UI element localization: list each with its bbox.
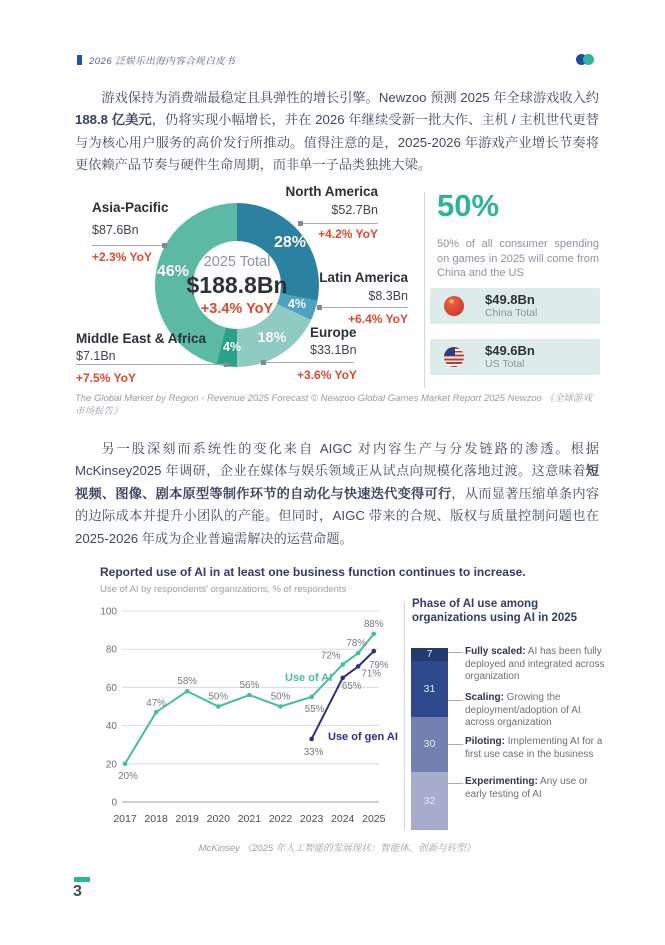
segment-pct-north-america: 28% xyxy=(273,234,307,251)
global-market-figure xyxy=(0,182,665,394)
svg-text:2019: 2019 xyxy=(175,813,199,825)
svg-text:72%: 72% xyxy=(320,650,341,662)
legend-fully-scaled xyxy=(465,646,607,684)
svg-text:Use of gen AI: Use of gen AI xyxy=(328,731,398,743)
svg-text:71%: 71% xyxy=(361,668,382,680)
segment-pct-latin-america: 4% xyxy=(287,297,307,311)
segment-pct-europe: 18% xyxy=(257,330,287,346)
legend-scaling xyxy=(465,692,607,730)
yoy-europe: +3.6% YoY xyxy=(297,368,357,382)
paragraph-games-growth xyxy=(75,87,599,177)
yoy-north-america: +4.2% YoY xyxy=(318,227,378,241)
svg-text:40: 40 xyxy=(105,721,117,733)
label-europe: Europe xyxy=(310,325,357,340)
figure2-caption: McKinsey 《2025 年人工智能的发展现状：智能体、创新与转型》 xyxy=(198,843,476,854)
china-label: China Total xyxy=(485,307,538,319)
label-north-america: North America xyxy=(285,184,378,199)
yoy-mea: +7.5% YoY xyxy=(76,371,136,385)
phase-segment: 30 xyxy=(411,717,448,772)
svg-text:2021: 2021 xyxy=(237,813,262,825)
paragraph-text: 游戏保持为消费端最稳定且具弹性的增长引擎。Newzoo 预测 2025 年全球游戏收入约 xyxy=(101,90,599,105)
svg-text:0: 0 xyxy=(111,797,117,809)
amount-north-america: $52.7Bn xyxy=(331,203,378,217)
label-asia-pacific: Asia-Pacific xyxy=(92,200,169,215)
svg-text:55%: 55% xyxy=(304,703,325,715)
chart-title: Reported use of AI in at least one business function continues to increase. xyxy=(100,565,526,579)
leader-line xyxy=(318,307,408,308)
svg-text:78%: 78% xyxy=(346,638,367,650)
china-total-card xyxy=(430,288,600,324)
side-text: 50% of all consumer spending on games in 2025 will come from China and the US xyxy=(437,238,599,279)
svg-text:Use of AI: Use of AI xyxy=(285,672,333,684)
svg-text:88%: 88% xyxy=(363,618,384,630)
legend-desc: Any use or early testing of AI xyxy=(465,776,588,800)
page-number-accent xyxy=(74,877,90,882)
ai-use-figure xyxy=(0,565,665,840)
svg-text:50%: 50% xyxy=(208,691,229,703)
svg-text:2024: 2024 xyxy=(331,813,355,825)
svg-text:2025: 2025 xyxy=(362,813,386,825)
figure1-caption: The Global Market by Region - Revenue 2025 Forecast © Newzoo Global Games Market Report 2025 Newzoo 《全球游戏市场报告》 xyxy=(75,393,593,417)
phase-segment: 32 xyxy=(411,772,448,830)
china-amount: $49.8Bn xyxy=(485,292,535,307)
page-number: 3 xyxy=(73,883,82,900)
svg-text:2017: 2017 xyxy=(113,813,137,825)
svg-text:65%: 65% xyxy=(341,680,362,692)
svg-text:2018: 2018 xyxy=(144,813,168,825)
svg-text:20: 20 xyxy=(105,759,117,771)
leader-line xyxy=(299,223,378,224)
leader-line xyxy=(262,362,354,363)
legend-desc: Implementing AI for a first use case in the business xyxy=(465,736,603,760)
donut-center-yoy: +3.4% YoY xyxy=(200,300,274,317)
leader-line xyxy=(76,364,228,365)
connector-line xyxy=(448,744,463,745)
donut-center-total: $188.8Bn xyxy=(186,271,288,298)
side-headline: 50% xyxy=(437,188,500,223)
svg-text:56%: 56% xyxy=(239,680,260,692)
line-chart xyxy=(95,600,415,835)
svg-text:58%: 58% xyxy=(177,676,198,688)
paragraph-text: ，从而显著压缩单条内容的边际成本并提升小团队的产能。但同时，AIGC 带来的合规、版权与质量控制问题也在 2025-2026 年成为企业普遍需解决的运营命题。 xyxy=(75,485,600,546)
svg-text:33%: 33% xyxy=(303,746,324,758)
brand-logo-icon xyxy=(576,54,594,65)
svg-text:2020: 2020 xyxy=(206,813,230,825)
svg-text:47%: 47% xyxy=(146,698,166,710)
paragraph-text: 另一股深刻而系统性的变化来自 AIGC 对内容生产与分发链路的渗透。根据 McKinsey2025 年调研，企业在媒体与娱乐领域正从试点向规模化落地过渡。这意味着 xyxy=(75,441,599,479)
paragraph-bold-text: 短视频、图像、剧本原型等制作环节的自动化与快速迭代变得可行 xyxy=(75,463,599,501)
svg-text:50%: 50% xyxy=(270,691,291,703)
svg-text:20%: 20% xyxy=(118,770,138,782)
paragraph-aigc xyxy=(75,438,599,550)
legend-term: Scaling: xyxy=(465,692,504,703)
amount-latin-america: $8.3Bn xyxy=(368,289,408,303)
svg-text:2022: 2022 xyxy=(268,813,293,825)
connector-line xyxy=(448,652,463,653)
china-flag-icon xyxy=(444,296,464,316)
legend-desc: Growing the deployment/adoption of AI across organization xyxy=(465,692,581,728)
vertical-divider xyxy=(424,192,425,388)
legend-piloting xyxy=(465,736,607,761)
us-total-card xyxy=(430,339,600,375)
phase-segment: 31 xyxy=(411,661,448,717)
amount-europe: $33.1Bn xyxy=(310,343,357,357)
legend-term: Fully scaled: xyxy=(465,646,526,657)
amount-mea: $7.1Bn xyxy=(76,349,116,363)
svg-text:60: 60 xyxy=(105,682,117,694)
paragraph-text: ，仍将实现小幅增长，并在 2026 年继续受新一批大作、主机 / 主机世代更替与为核心用户服务的高价发行所推动。值得注意的是，2025-2026 年游戏产业增长节奏将更依赖产品节奏与硬件生命周期，而非单一子品类独挑大梁。 xyxy=(75,112,599,173)
legend-experimenting xyxy=(465,776,607,801)
label-mea: Middle East & Africa xyxy=(76,331,207,346)
connector-line xyxy=(448,700,463,701)
svg-text:100: 100 xyxy=(100,606,117,618)
segment-pct-asia-pacific: 46% xyxy=(156,263,190,280)
phase-panel-title: Phase of AI use among organizations using AI in 2025 xyxy=(412,598,578,624)
phase-segment: 7 xyxy=(411,648,448,661)
amount-asia-pacific: $87.6Bn xyxy=(92,223,139,237)
yoy-asia-pacific: +2.3% YoY xyxy=(92,250,152,264)
vertical-divider xyxy=(404,602,405,830)
header-title: 2026 泛娱乐出海内容合规白皮书 xyxy=(89,56,236,67)
header-accent-bar xyxy=(77,55,82,65)
svg-text:80: 80 xyxy=(105,644,117,656)
legend-term: Experimenting: xyxy=(465,776,538,787)
us-amount: $49.6Bn xyxy=(485,343,535,358)
paragraph-bold-text: 188.8 亿美元 xyxy=(75,112,152,128)
chart-subtitle: Use of AI by respondents' organizations, % of respondents xyxy=(100,584,347,595)
svg-text:2023: 2023 xyxy=(299,813,324,825)
label-latin-america: Latin America xyxy=(319,270,408,285)
connector-line xyxy=(448,783,463,784)
donut-center-label: 2025 Total xyxy=(203,253,271,270)
svg-text:79%: 79% xyxy=(368,660,389,672)
legend-term: Piloting: xyxy=(465,736,505,747)
phase-bar xyxy=(411,648,448,830)
leader-line xyxy=(92,245,166,246)
segment-pct-mea: 4% xyxy=(222,340,242,354)
legend-desc: AI has been fully deployed and integrated across organization xyxy=(465,646,605,682)
yoy-latin-america: +6.4% YoY xyxy=(348,312,408,326)
us-flag-icon xyxy=(444,347,464,367)
us-label: US Total xyxy=(485,358,525,370)
